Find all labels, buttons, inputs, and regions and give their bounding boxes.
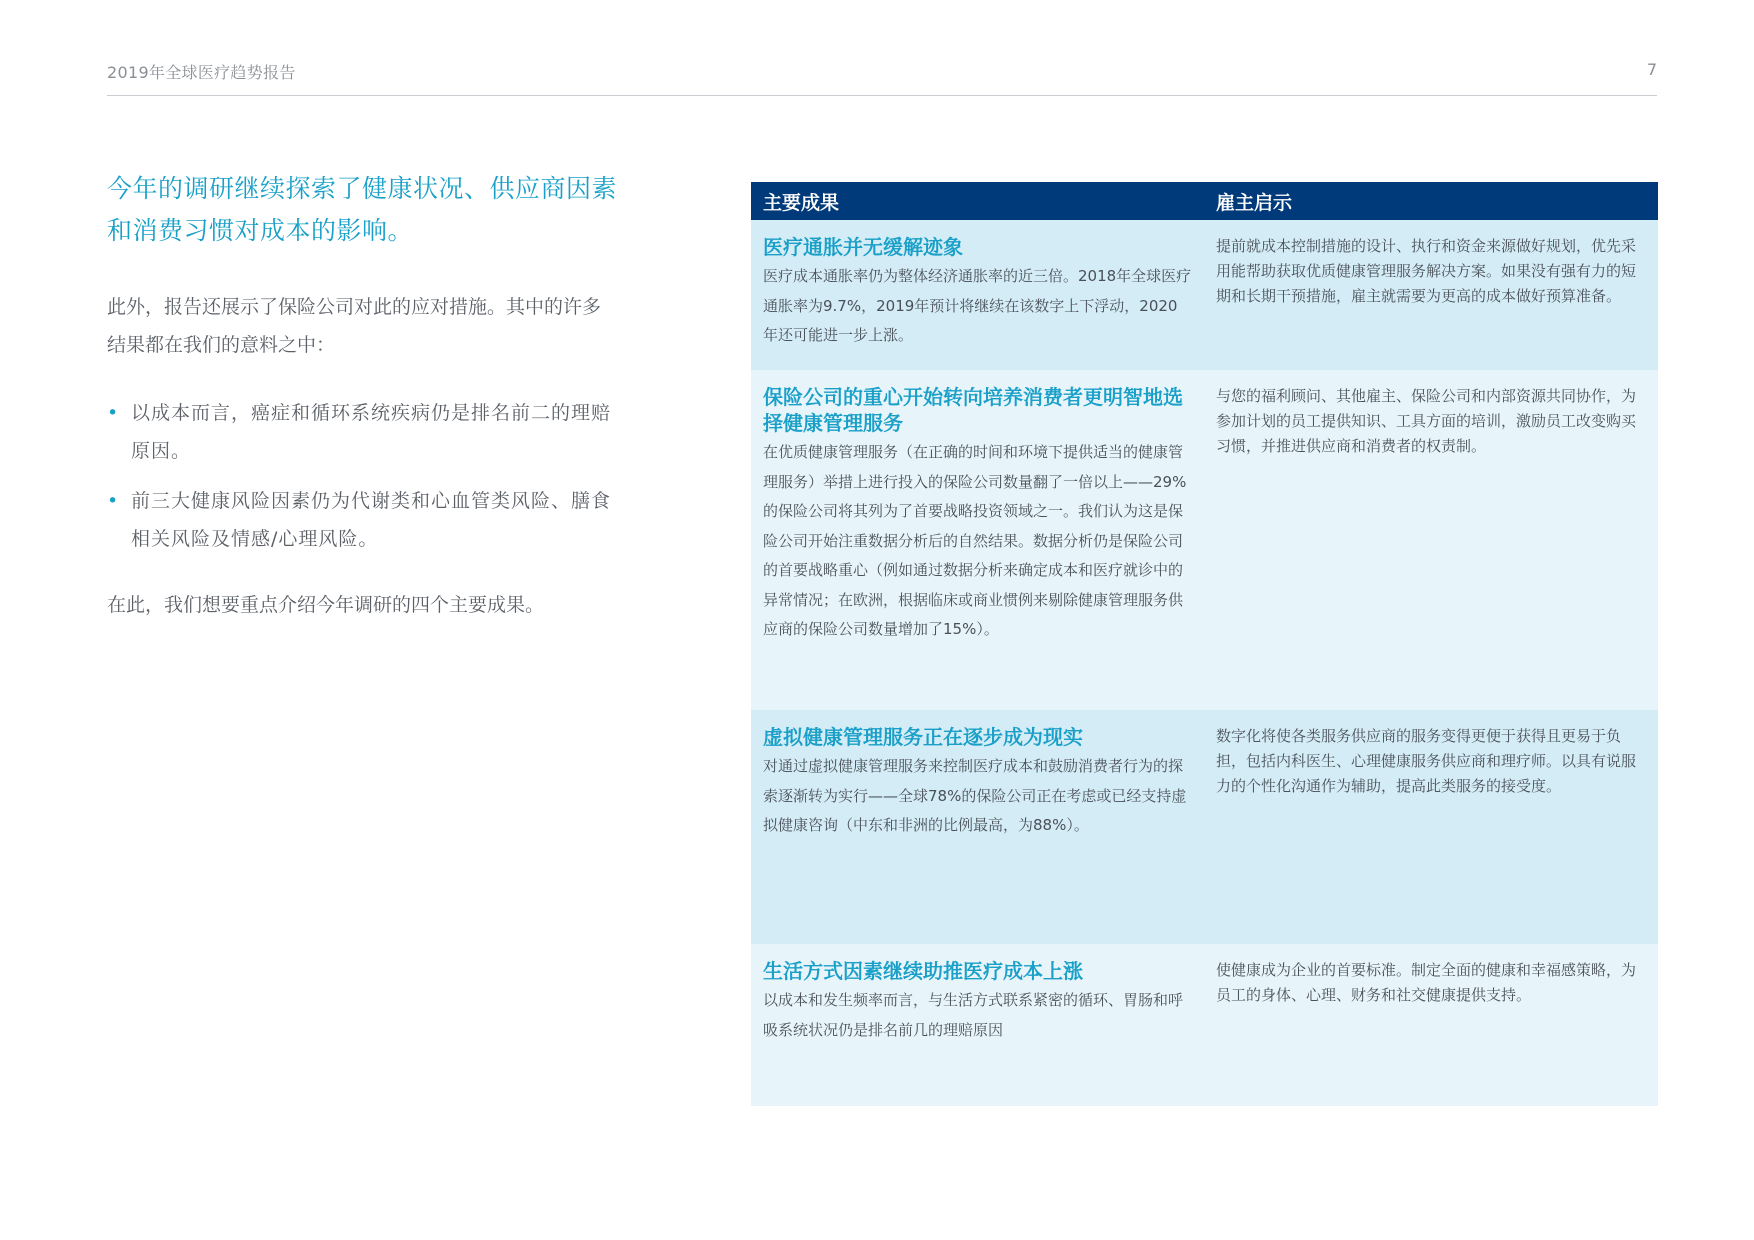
finding-body: 对通过虚拟健康管理服务来控制医疗成本和鼓励消费者行为的探索逐渐转为实行——全球78%的保险公司正在考虑或已经支持虚拟健康咨询（中东和非洲的比例最高，为88%）。 <box>763 757 1187 834</box>
outro-paragraph: 在此，我们想要重点介绍今年调研的四个主要成果。 <box>107 594 545 616</box>
intro-paragraph: 此外，报告还展示了保险公司对此的应对措施。其中的许多结果都在我们的意料之中： <box>107 296 602 356</box>
list-item <box>107 482 617 558</box>
implication-text: 使健康成为企业的首要标准。制定全面的健康和幸福感策略，为员工的身体、心理、财务和社交健康提供支持。 <box>1216 961 1637 1004</box>
finding-title: 虚拟健康管理服务正在逐步成为现实 <box>763 725 1083 749</box>
implication-text: 提前就成本控制措施的设计、执行和资金来源做好规划，优先采用能帮助获取优质健康管理服务解决方案。如果没有强有力的短期和长期干预措施，雇主就需要为更高的成本做好预算准备。 <box>1216 237 1637 305</box>
finding-cell <box>751 944 1204 1106</box>
finding-cell <box>751 220 1204 370</box>
finding-body: 在优质健康管理服务（在正确的时间和环境下提供适当的健康管理服务）举措上进行投入的保险公司数量翻了一倍以上——29%的保险公司将其列为了首要战略投资领域之一。我们认为这是保险公司开始注重数据分析后的自然结果。数据分析仍是保险公司的首要战略重心（例如通过数据分析来确定成本和医疗就诊中的异常情况；在欧洲，根据临床或商业惯例来剔除健康管理服务供应商的保险公司数量增加了15%）。 <box>763 443 1187 638</box>
bullet-icon: • <box>107 490 120 512</box>
bullet-text: 以成本而言，癌症和循环系统疾病仍是排名前二的理赔原因。 <box>131 402 612 462</box>
findings-table <box>751 182 1658 1106</box>
column-header-implications: 雇主启示 <box>1216 191 1293 214</box>
implication-cell <box>1204 370 1658 710</box>
page-number: 7 <box>1646 60 1657 79</box>
finding-title: 医疗通胀并无缓解迹象 <box>763 235 963 259</box>
bullet-text: 前三大健康风险因素仍为代谢类和心血管类风险、膳食相关风险及情感/心理风险。 <box>131 490 612 550</box>
report-title: 2019年全球医疗趋势报告 <box>107 63 296 82</box>
table-row <box>751 710 1658 944</box>
finding-title: 保险公司的重心开始转向培养消费者更明智地选择健康管理服务 <box>763 385 1183 435</box>
implication-cell <box>1204 944 1658 1106</box>
table-header <box>751 182 1658 220</box>
finding-body: 医疗成本通胀率仍为整体经济通胀率的近三倍。2018年全球医疗通胀率为9.7%，2019年预计将继续在该数字上下浮动，2020年还可能进一步上涨。 <box>763 267 1192 344</box>
finding-body: 以成本和发生频率而言，与生活方式联系紧密的循环、胃肠和呼吸系统状况仍是排名前几的理赔原因 <box>763 991 1184 1039</box>
finding-cell <box>751 370 1204 710</box>
table-row <box>751 944 1658 1106</box>
page-header <box>107 60 1657 96</box>
implication-cell <box>1204 220 1658 370</box>
implication-cell <box>1204 710 1658 944</box>
bullet-list <box>107 394 617 558</box>
bullet-icon: • <box>107 402 120 424</box>
table-row <box>751 370 1658 710</box>
list-item <box>107 394 617 470</box>
table-row <box>751 220 1658 370</box>
column-header-findings: 主要成果 <box>763 191 840 214</box>
finding-cell <box>751 710 1204 944</box>
lead-heading: 今年的调研继续探索了健康状况、供应商因素和消费习惯对成本的影响。 <box>107 174 618 245</box>
intro-column <box>107 168 617 624</box>
implication-text: 数字化将使各类服务供应商的服务变得更便于获得且更易于负担，包括内科医生、心理健康服务供应商和理疗师。以具有说服力的个性化沟通作为辅助，提高此类服务的接受度。 <box>1216 727 1637 795</box>
implication-text: 与您的福利顾问、其他雇主、保险公司和内部资源共同协作，为参加计划的员工提供知识、工具方面的培训，激励员工改变购买习惯，并推进供应商和消费者的权责制。 <box>1216 387 1637 455</box>
finding-title: 生活方式因素继续助推医疗成本上涨 <box>763 959 1083 983</box>
